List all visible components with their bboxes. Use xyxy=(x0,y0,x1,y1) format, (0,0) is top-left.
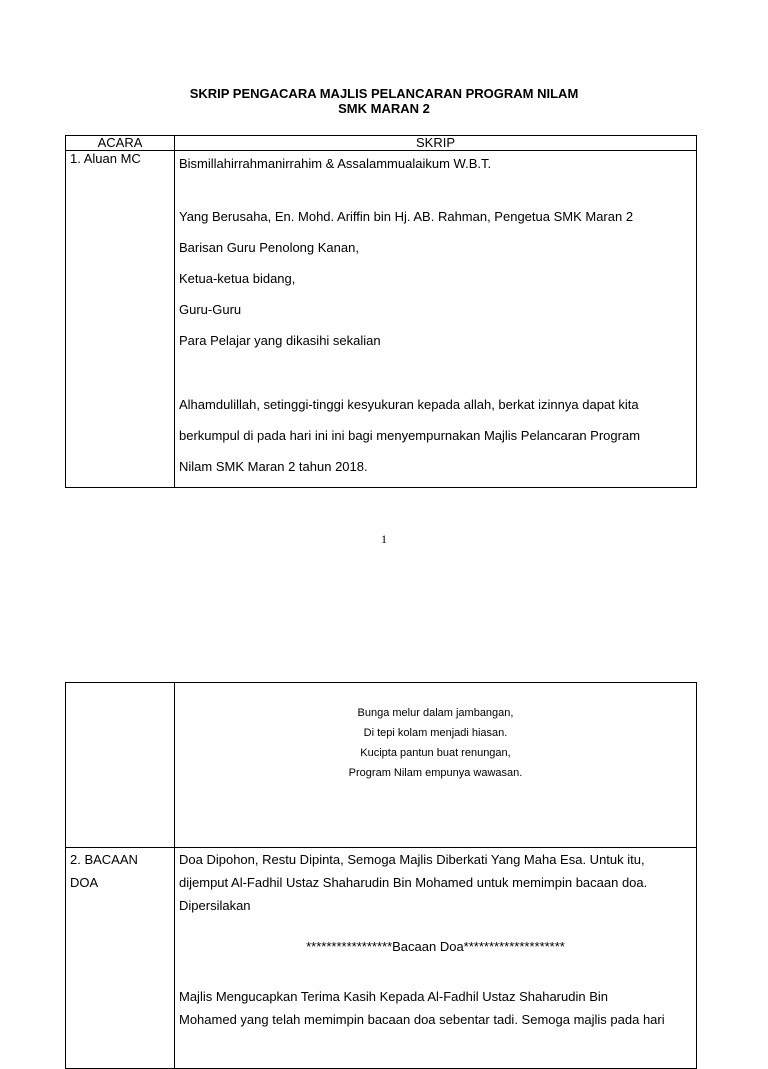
table-row xyxy=(66,848,697,1069)
paragraph-line: berkumpul di pada hari ini ini bagi menyempurnakan Majlis Pelancaran Program xyxy=(179,428,641,443)
salutation-line: Para Pelajar yang dikasihi sekalian xyxy=(179,333,381,348)
script-table-2 xyxy=(65,682,697,1069)
salutation-line: Yang Berusaha, En. Mohd. Ariffin bin Hj. AB. Rahman, Pengetua SMK Maran 2 xyxy=(179,209,634,224)
page-number: 1 xyxy=(381,532,387,546)
doa-closing-line: Mohamed yang telah memimpin bacaan doa sebentar tadi. Semoga majlis pada hari xyxy=(179,1012,665,1027)
acara-cell xyxy=(66,151,175,488)
acara-cell xyxy=(66,848,175,1069)
paragraph-line: Alhamdulillah, setinggi-tinggi kesyukuran kepada allah, berkat izinnya dapat kita xyxy=(179,397,639,412)
acara-label: DOA xyxy=(70,875,99,890)
title-line-1: SKRIP PENGACARA MAJLIS PELANCARAN PROGRAM NILAM xyxy=(189,86,579,101)
salutation-line: Guru-Guru xyxy=(179,302,242,317)
paragraph-line: Nilam SMK Maran 2 tahun 2018. xyxy=(179,459,368,474)
doa-closing xyxy=(179,985,692,1031)
doa-closing-line: Majlis Mengucapkan Terima Kasih Kepada Al-Fadhil Ustaz Shaharudin Bin xyxy=(179,989,608,1004)
salutation-list xyxy=(179,201,692,356)
pantun-cell xyxy=(175,683,697,848)
acara-label: 2. BACAAN xyxy=(70,852,138,867)
bacaan-doa-divider: *****************Bacaan Doa******************** xyxy=(306,939,565,954)
doa-intro-line: Dipersilakan xyxy=(179,898,251,913)
pantun-block xyxy=(179,683,692,783)
acara-label: 1. Aluan MC xyxy=(70,151,141,166)
doa-intro-line: Doa Dipohon, Restu Dipinta, Semoga Majlis Diberkati Yang Maha Esa. Untuk itu, xyxy=(179,852,645,867)
header-acara: ACARA xyxy=(66,136,175,151)
title-line-2: SMK MARAN 2 xyxy=(338,101,430,116)
doa-intro-line: dijemput Al-Fadhil Ustaz Shaharudin Bin Mohamed untuk memimpin bacaan doa. xyxy=(179,875,648,890)
script-table-1 xyxy=(65,135,697,488)
table-row xyxy=(66,683,697,848)
skrip-cell xyxy=(175,151,697,488)
table-row xyxy=(66,151,697,488)
pantun-line: Bunga melur dalam jambangan, xyxy=(357,707,514,719)
greeting-text: Bismillahirrahmanirrahim & Assalammualaikum W.B.T. xyxy=(179,156,492,171)
document-title xyxy=(0,86,768,116)
pantun-line: Kucipta pantun buat renungan, xyxy=(360,747,511,759)
salutation-line: Ketua-ketua bidang, xyxy=(179,271,296,286)
pantun-line: Program Nilam empunya wawasan. xyxy=(348,767,523,779)
pantun-line: Di tepi kolam menjadi hiasan. xyxy=(363,727,508,739)
acara-cell-empty xyxy=(66,683,175,848)
doa-intro xyxy=(179,848,692,917)
skrip-cell xyxy=(175,848,697,1069)
opening-paragraph xyxy=(179,389,692,482)
table-header-row xyxy=(66,136,697,151)
header-skrip: SKRIP xyxy=(175,136,697,151)
salutation-line: Barisan Guru Penolong Kanan, xyxy=(179,240,359,255)
